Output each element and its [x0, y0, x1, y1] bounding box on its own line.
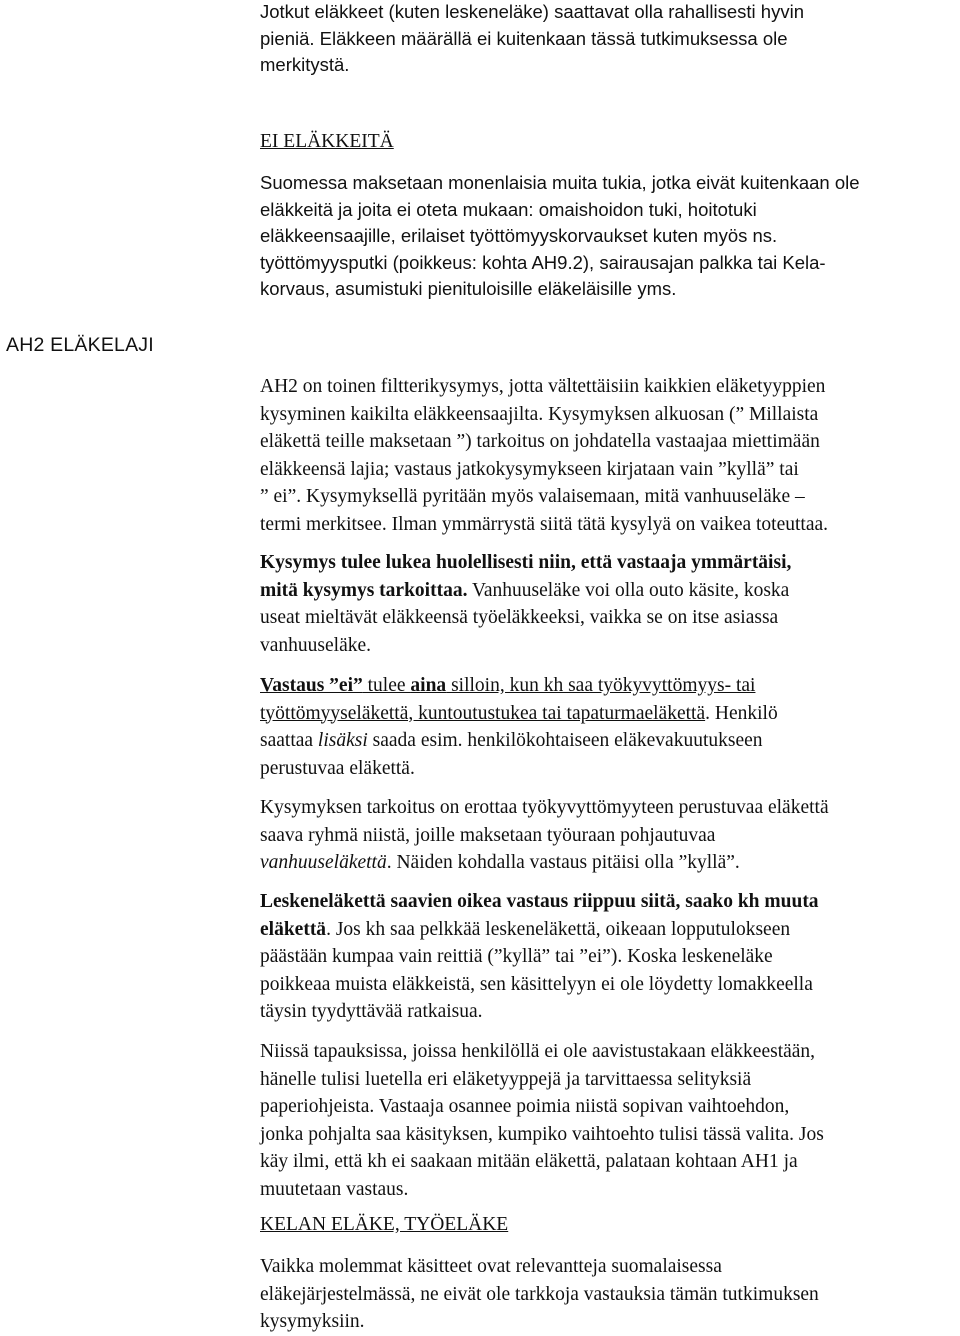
bold-text: mitä kysymys tarkoittaa. — [260, 579, 468, 601]
kela-paragraph — [260, 1253, 819, 1336]
text-span: Vanhuuseläke voi olla outo käsite, koska — [467, 579, 790, 601]
text-line: täysin tyydyttävää ratkaisua. — [260, 1001, 483, 1022]
text-line: eläkettä teille maksetaan ”) tarkoitus on johdatella vastaajaa miettimään — [260, 431, 820, 452]
text-line: Kysymys tulee lukea huolellisesti niin, että vastaaja ymmärtäisi, — [260, 552, 792, 573]
italic-text: vanhuuseläkettä — [260, 852, 387, 873]
text-line: Leskeneläkettä saavien oikea vastaus riippuu siitä, saako kh muuta — [260, 891, 819, 912]
text-line: eläkkeitä ja joita ei oteta mukaan: omaishoidon tuki, hoitotuki — [260, 198, 757, 220]
ei-elakkeita-heading: EI ELÄKKEITÄ — [260, 131, 394, 152]
text-line: termi merkitsee. Ilman ymmärrystä siitä tätä kysylyä on vaikea toteuttaa. — [260, 513, 829, 535]
text-line: työttömyysputki (poikkeus: kohta AH9.2), sairausajan palkka tai Kela- — [260, 251, 826, 273]
underlined-text: työttömyyseläkettä, kuntoutustukea tai tapaturmaeläkettä — [260, 702, 706, 724]
text-line: kysyminen kaikilta eläkkeensaajilta. Kysymyksen alkuosan (” Millaista — [260, 403, 819, 425]
widow-pension-paragraph — [260, 888, 819, 1026]
text-line: eläkejärjestelmässä, ne eivät ole tarkkoja vastauksia tämän tutkimuksen — [260, 1283, 819, 1305]
text-line: eläkkeensä lajia; vastaus jatkokysymykseen kirjataan vain ”kyllä” tai — [260, 458, 799, 480]
text-line — [260, 849, 829, 877]
text-line: hänelle tulisi luetella eri eläketyyppejä ja tarvittaessa selityksiä — [260, 1068, 752, 1090]
text-line: korvaus, asumistuki pienituloisille eläkeläisille yms. — [260, 278, 677, 299]
text-line — [260, 916, 819, 944]
text-line: Kysymyksen tarkoitus on erottaa työkyvyttömyyteen perustuvaa eläkettä — [260, 797, 829, 818]
read-carefully-paragraph — [260, 549, 791, 659]
bold-text: Vastaus ”ei” — [260, 675, 363, 696]
text-line: päästään kumpaa vain reittiä (”kyllä” tai ”ei”). Koska leskeneläke — [260, 946, 773, 967]
text-span: tulee — [362, 675, 411, 696]
filter-question-paragraph — [260, 373, 828, 538]
text-line: kysymyksiin. — [260, 1311, 365, 1332]
text-line: Niissä tapauksissa, joissa henkilöllä ei ole aavistustakaan eläkkeestään, — [260, 1041, 816, 1062]
text-span: saattaa — [260, 730, 318, 751]
section-label: AH2 ELÄKELAJI — [6, 334, 154, 356]
text-span: . Näiden kohdalla vastaus pitäisi olla ”kyllä”. — [386, 852, 740, 873]
text-line: pieniä. Eläkkeen määrällä ei kuitenkaan tässä tutkimuksessa ole — [260, 27, 788, 49]
unknown-pension-paragraph — [260, 1038, 824, 1203]
text-span: . Henkilö — [705, 702, 778, 724]
text-line: perustuvaa eläkettä. — [260, 757, 415, 779]
text-line: paperiohjeista. Vastaaja osannee poimia niistä sopivan vaihtoehdon, — [260, 1096, 790, 1117]
answer-no-paragraph — [260, 672, 778, 782]
text-line: ” ei”. Kysymyksellä pyritään myös valaisemaan, mitä vanhuuseläke – — [260, 486, 805, 507]
purpose-paragraph — [260, 794, 829, 877]
bold-text: eläkettä — [260, 918, 327, 940]
text-line: AH2 on toinen filtterikysymys, jotta vältettäisiin kaikkien eläketyyppien — [260, 376, 826, 397]
text-line: saava ryhmä niistä, joille maksetaan työuraan pohjautuvaa — [260, 824, 716, 846]
text-line: Jotkut eläkkeet (kuten leskeneläke) saattavat olla rahallisesti hyvin — [260, 1, 804, 22]
text-line: Vaikka molemmat käsitteet ovat relevantteja suomalaisessa — [260, 1256, 722, 1277]
text-line: merkitystä. — [260, 54, 350, 75]
bold-text: aina — [410, 675, 447, 696]
text-span: saada esim. henkilökohtaiseen eläkevakuutukseen — [367, 730, 763, 751]
text-span: . Jos kh saa pelkkää leskeneläkettä, oikeaan lopputulokseen — [326, 918, 791, 940]
text-line: vanhuuseläke. — [260, 634, 372, 656]
text-line: poikkeaa muista eläkkeistä, sen käsittelyyn ei ole löydetty lomakkeella — [260, 973, 813, 995]
text-line: eläkkeensaajille, erilaiset työttömyyskorvaukset kuten myös ns. — [260, 225, 778, 246]
text-line — [260, 700, 778, 728]
text-line: käy ilmi, että kh ei saakaan mitään eläkettä, palataan kohtaan AH1 ja — [260, 1151, 798, 1172]
text-line: Suomessa maksetaan monenlaisia muita tukia, jotka eivät kuitenkaan ole — [260, 172, 860, 193]
text-span: silloin, kun kh saa työkyvyttömyys- tai — [446, 675, 756, 696]
ei-elakkeita-paragraph — [260, 170, 860, 303]
italic-text: lisäksi — [317, 730, 368, 751]
text-line: muutetaan vastaus. — [260, 1178, 409, 1200]
kela-heading: KELAN ELÄKE, TYÖELÄKE — [260, 1214, 509, 1235]
text-line — [260, 672, 778, 700]
text-line: useat mieltävät eläkkeensä työeläkkeeksi, vaikka se on itse asiassa — [260, 607, 779, 628]
text-line — [260, 727, 778, 755]
intro-paragraph — [260, 0, 804, 79]
text-line — [260, 577, 791, 605]
text-line: jonka pohjalta saa käsityksen, kumpiko vaihtoehto tulisi tässä valita. Jos — [260, 1123, 824, 1145]
